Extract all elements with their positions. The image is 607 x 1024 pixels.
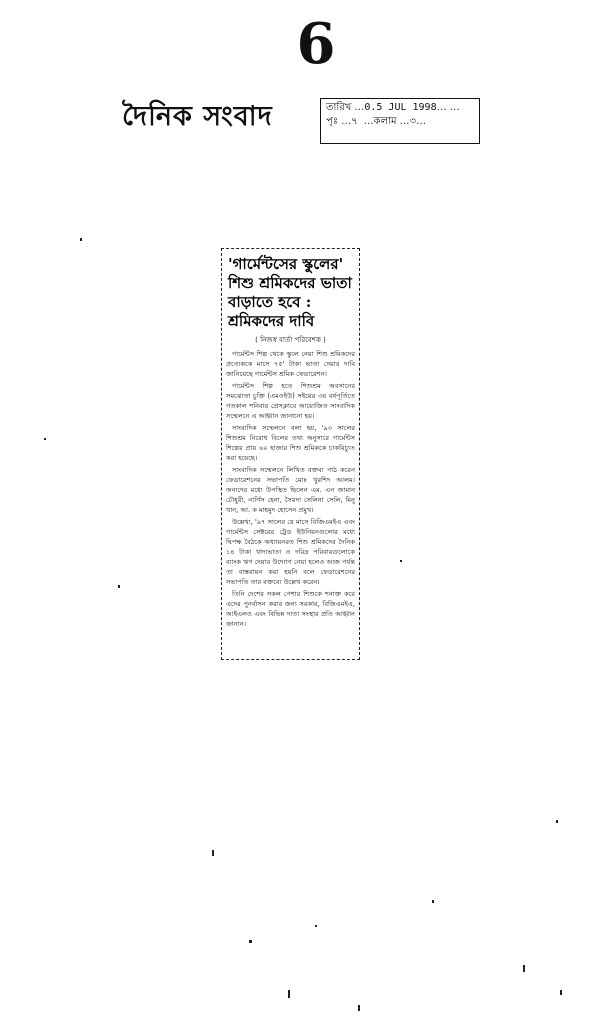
stamp-page-label: পৃঃ — [326, 116, 339, 127]
scan-speck — [400, 560, 402, 562]
scan-speck — [44, 438, 46, 440]
stamp-dots: … — [354, 102, 365, 113]
page-number: 6 — [296, 11, 336, 77]
article-paragraph: গার্মেন্টস শিল্প হতে শিশুশ্রম অবসানের সমঝোতা চুক্তি (এমওইউ) সইয়ের ৩য় বর্ষপূর্তিতে গতকাল শনিবার প্রেসক্লাবে আয়োজিত সাংবাদিক সম্মেলনে এ আহ্বান জানানো হয়। — [226, 382, 355, 420]
article-paragraph: সাংবাদিক সম্মেলনে লিখিত বক্তব্য পাঠ করেন ফেডারেশনের সভাপতি মোঃ খুরশিদ আলম। অন্যদের মধ্যে উপস্থিত ছিলেন এম. এন জামান চৌধুরী, নার্গিস হেনা, সৈয়দা সেলিনা সেলি, মিনু খান, আ. ক মাহমুদ হোসেন প্রমুখ। — [226, 466, 355, 514]
article-headline: 'গার্মেন্টসের স্কুলের' শিশু শ্রমিকদের ভাতা বাড়াতে হবে : শ্রমিকদের দাবি — [228, 255, 352, 330]
article-paragraph: উল্লেখ্য, '৯৭ সালের যে মাসে বিজিএমইএ এবং গার্মেন্টস সেক্টরের ট্রেড ইউনিয়নগুলোর মধ্যে দ্বিপক্ষ বৈঠকে অধ্যায়নরত শিশু শ্রমিকদের দৈনিক ১৪ টাকা খাদ্যভাতা ও দরিদ্র পরিবারগুলোকে ব্যাংক ঋণ দেয়ার উদ্যোগ নেয়া হলেও আজ পর্যন্ত তা বাস্তবায়ন করা হয়নি বলে ফেডারেশনের সভাপতি তার বক্তব্যে উল্লেখ করেন। — [226, 518, 355, 586]
scan-speck — [432, 900, 434, 903]
article-paragraph: গার্মেন্টস শিল্প থেকে স্কুলে নেয়া শিশু শ্রমিকদের প্রত্যেককে মাসে ৭৫' টাকা ভাতা দেয়ার দাবি জানিয়েছে গার্মেন্টস শ্রমিক ফেডারেশন। — [226, 350, 355, 378]
stamp-dots: … … — [436, 102, 460, 113]
scan-speck — [556, 820, 558, 823]
scan-speck — [288, 990, 290, 998]
stamp-dots: … — [363, 116, 374, 127]
newspaper-masthead — [122, 96, 273, 136]
date-page-stamp — [320, 98, 480, 144]
article-paragraph: তিনি দেশের সকল পেশার শিশুকে শনাক্ত করে এদের পুনর্বাসন করার জন্য সরকার, বিজিএমইএ, আইএলও এবং বিভিন্ন দাতা সংস্থার প্রতি আহ্বান জানান। — [226, 590, 355, 628]
scan-speck — [249, 940, 252, 943]
scan-speck — [523, 965, 525, 972]
stamp-column-value: ৩ — [409, 116, 417, 127]
stamp-column-label: কলাম — [373, 116, 397, 127]
scan-speck — [212, 850, 214, 856]
scan-speck — [118, 585, 120, 588]
article-paragraph: সাংবাদিক সম্মেলনে বলা হয়, '৯৩ সালের শিশুশ্রম নিরোধ বিলের তথ্য অনুসারে গার্মেন্টস শিল্পের প্রায় ৬০ হাজার শিশু শ্রমিককে চাকরিচ্যুত করা হয়েছে। — [226, 424, 355, 462]
stamp-page-value: ৭ — [351, 116, 358, 127]
scan-speck — [80, 238, 82, 241]
stamp-page-row — [326, 115, 474, 129]
scan-speck — [315, 925, 317, 927]
masthead-text: দৈনিক সংবাদ — [122, 101, 273, 132]
stamp-dots: … — [341, 116, 352, 127]
newspaper-clipping — [221, 248, 360, 660]
stamp-dots: … — [399, 116, 410, 127]
stamp-dots: … — [416, 116, 427, 127]
stamp-date-label: তারিখ — [326, 102, 352, 113]
scan-speck — [560, 990, 562, 995]
stamp-date-row — [326, 101, 474, 115]
scan-speck — [358, 1005, 360, 1011]
stamp-date-value: 0.5 JUL 1998 — [364, 102, 437, 113]
article-byline: ( নিজস্ব বার্তা পরিবেশক ) — [255, 336, 326, 344]
